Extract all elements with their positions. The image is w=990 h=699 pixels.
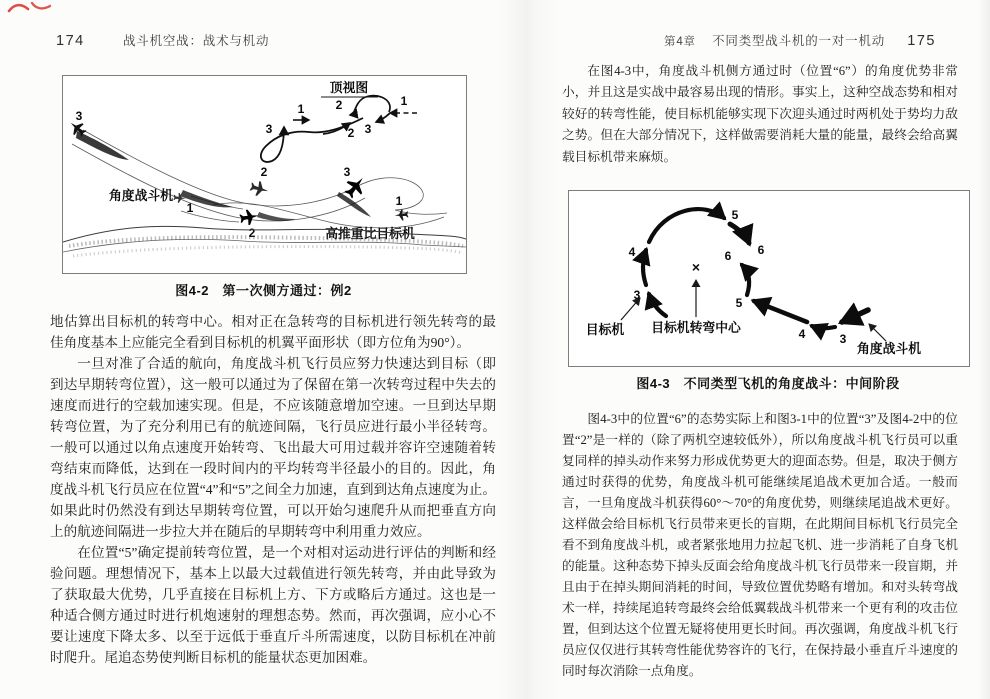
figure-4-2-diagram: [63, 76, 466, 273]
fig43-fighter-path: [742, 265, 868, 328]
fig43-turn-center-x: ×: [691, 259, 701, 275]
red-pen-mark-icon: [5, 0, 57, 23]
fig43-label-turn-center: 目标机转弯中心: [651, 320, 741, 335]
figure-4-3-caption: 图4-3 不同类型飞机的角度战斗：中间阶段: [636, 376, 900, 391]
chapter-label: 第4章: [664, 36, 696, 48]
paragraph: 在图4-3中，角度战斗机侧方通过时（位置“6”）的角度优势非常小，并且这是实战中最容易出现的情形。事实上，这种空战态势和相对较好的转弯性能，使目标机能够实现下次迎头通过时两机处于势均力敌之势。但在大部分情况下，这样做需要消耗大量的能量，最终会给高翼载目标机带来麻烦。: [562, 64, 958, 164]
fig42-mark-3-topleft: 3: [75, 109, 83, 123]
fig43-label-fighter: 角度战斗机: [857, 341, 921, 356]
paragraph: 在位置“5”确定提前转弯位置，是一个对相对运动进行评估的判断和经验问题。理想情况下，基本上以最大过载值进行领先转弯，并由此导致为了获取最大优势，几乎直接在目标机上方、下方或略后方通过。这也是一种适合侧方通过时进行机炮速射的理想态势。然而，再次强调，应小心不要让速度下降太多、以至于远低于垂直斤斗所需速度，以防目标机在冲前时爬升。尾追态势使判断目标机的能量状态更加困难。: [50, 545, 496, 665]
left-page-number: 174: [56, 33, 85, 49]
right-page-number: 175: [907, 33, 936, 49]
fig43-fighter-mark-3: 3: [839, 332, 847, 346]
fig42-mark-1-left: 1: [186, 201, 194, 215]
fig42-inset-mark-3-right: 3: [364, 122, 372, 136]
fig42-inset-mark-2-top: 2: [335, 98, 343, 112]
page-gutter-shadow: [498, 0, 562, 699]
fig42-mark-3-right: 3: [343, 165, 351, 179]
fig42-top-view-inset: [261, 80, 417, 162]
left-page-body: [50, 311, 496, 668]
figure-4-3-box: [568, 190, 970, 367]
fig43-label-target: 目标机: [585, 322, 625, 337]
fig42-inset-title: 顶视图: [329, 80, 369, 95]
right-page-body-bottom: [562, 409, 958, 682]
left-page-header: [56, 31, 269, 49]
paragraph: 地估算出目标机的转弯中心。相对正在急转弯的目标机进行领先转弯的最佳角度基本上应能完全看到目标机的机翼平面形状（即方位角为90°）。: [50, 314, 496, 350]
right-page-body-top: [562, 61, 958, 168]
fig42-inset-mark-1-right: 1: [400, 94, 408, 108]
paragraph: 图4-3中的位置“6”的态势实际上和图3-1中的位置“3”及图4-2中的位置“2”是一样的（除了两机空速较低外），所以角度战斗机飞行员可以重复同样的掉头动作来努力形成优势更大的迎面态势。但是，取决于侧方通过时获得的优势，角度战斗机可能继续尾追战术更加合适。一般而言，一旦角度战斗机获得60°～70°的角度优势，则继续尾追战术更好。这样做会给目标机飞行员带来更长的盲期，在此期间目标机飞行员完全看不到角度战斗机，或者紧张地用力拉起飞机、进一步消耗了自身飞机的能量。这种态势下掉头反面会给角度战斗机飞行员带来一段盲期，并且由于在掉头期间消耗的时间，导致位置优势略有增加。和对头转弯战术一样，持续尾追转弯最终会给低翼载战斗机带来一个更有利的攻击位置，但到达这个位置无疑将使用更长时间。再次强调，角度战斗机飞行员应仅仅进行其转弯性能优势容许的飞行，在保持最小垂直斤斗速度的同时每次消除一点角度。: [562, 412, 958, 678]
fig43-target-mark-5: 5: [731, 208, 739, 222]
fig42-inset-mark-1-left: 1: [297, 102, 305, 116]
figure-4-2-box: [62, 75, 467, 274]
fig42-main-drawing: [63, 109, 466, 256]
fig43-target-mark-4: 4: [628, 245, 636, 259]
fig42-inset-mark-2-bottom: 2: [347, 126, 355, 140]
left-running-title: 战斗机空战：战术与机动: [122, 34, 270, 48]
fig42-mark-1-right: 1: [395, 194, 403, 208]
fig42-aircraft-2-lower-icon: [239, 208, 260, 227]
fig42-mark-2-lower: 2: [248, 226, 256, 240]
fig43-target-mark-6: 6: [757, 243, 765, 257]
fig42-mark-2-upper: 2: [260, 165, 268, 179]
fig42-label-target: 高推重比目标机: [325, 226, 415, 241]
figure-4-3-diagram: [569, 191, 969, 366]
right-running-title: 不同类型战斗机的一对一机动: [712, 34, 886, 48]
fig43-fighter-mark-6: 6: [724, 249, 732, 263]
figure-4-2-caption: 图4-2 第一次侧方通过：例2: [175, 283, 352, 298]
fig43-target-mark-3: 3: [633, 288, 641, 302]
fig43-fighter-mark-5: 5: [735, 296, 743, 310]
fig42-label-angles-fighter: 角度战斗机: [109, 188, 173, 203]
fig42-aircraft-2-upper-icon: [249, 179, 270, 198]
fig42-inset-mark-3-left: 3: [265, 122, 273, 136]
right-page-header: [664, 31, 936, 49]
fig43-fighter-mark-4: 4: [798, 327, 806, 341]
page-edge-shadow: [978, 0, 990, 699]
paragraph: 一旦对准了合适的航向，角度战斗机飞行员应努力快速达到目标（即到达早期转弯位置），这一般可以通过为了保留在第一次转弯过程中失去的速度而进行的空载加速实现。但是，不应该随意增加空速。一旦到达早期转弯位置，为了充分利用已有的航迹间隔，飞行员应进行最小半径转弯。一般可以通过以角点速度开始转弯、飞出最大可用过载并容许空速随着转弯结束而降低，达到在一段时间内的平均转弯半径最小的目的。因此，角度战斗机飞行员应在位置“4”和“5”之间全力加速，直到到达角点速度为止。如果此时仍然没有到达早期转弯位置，可以开始匀速爬升从而把垂直方向上的航迹间隔进一步拉大并在随后的早期转弯中利用重力效应。: [50, 356, 496, 539]
